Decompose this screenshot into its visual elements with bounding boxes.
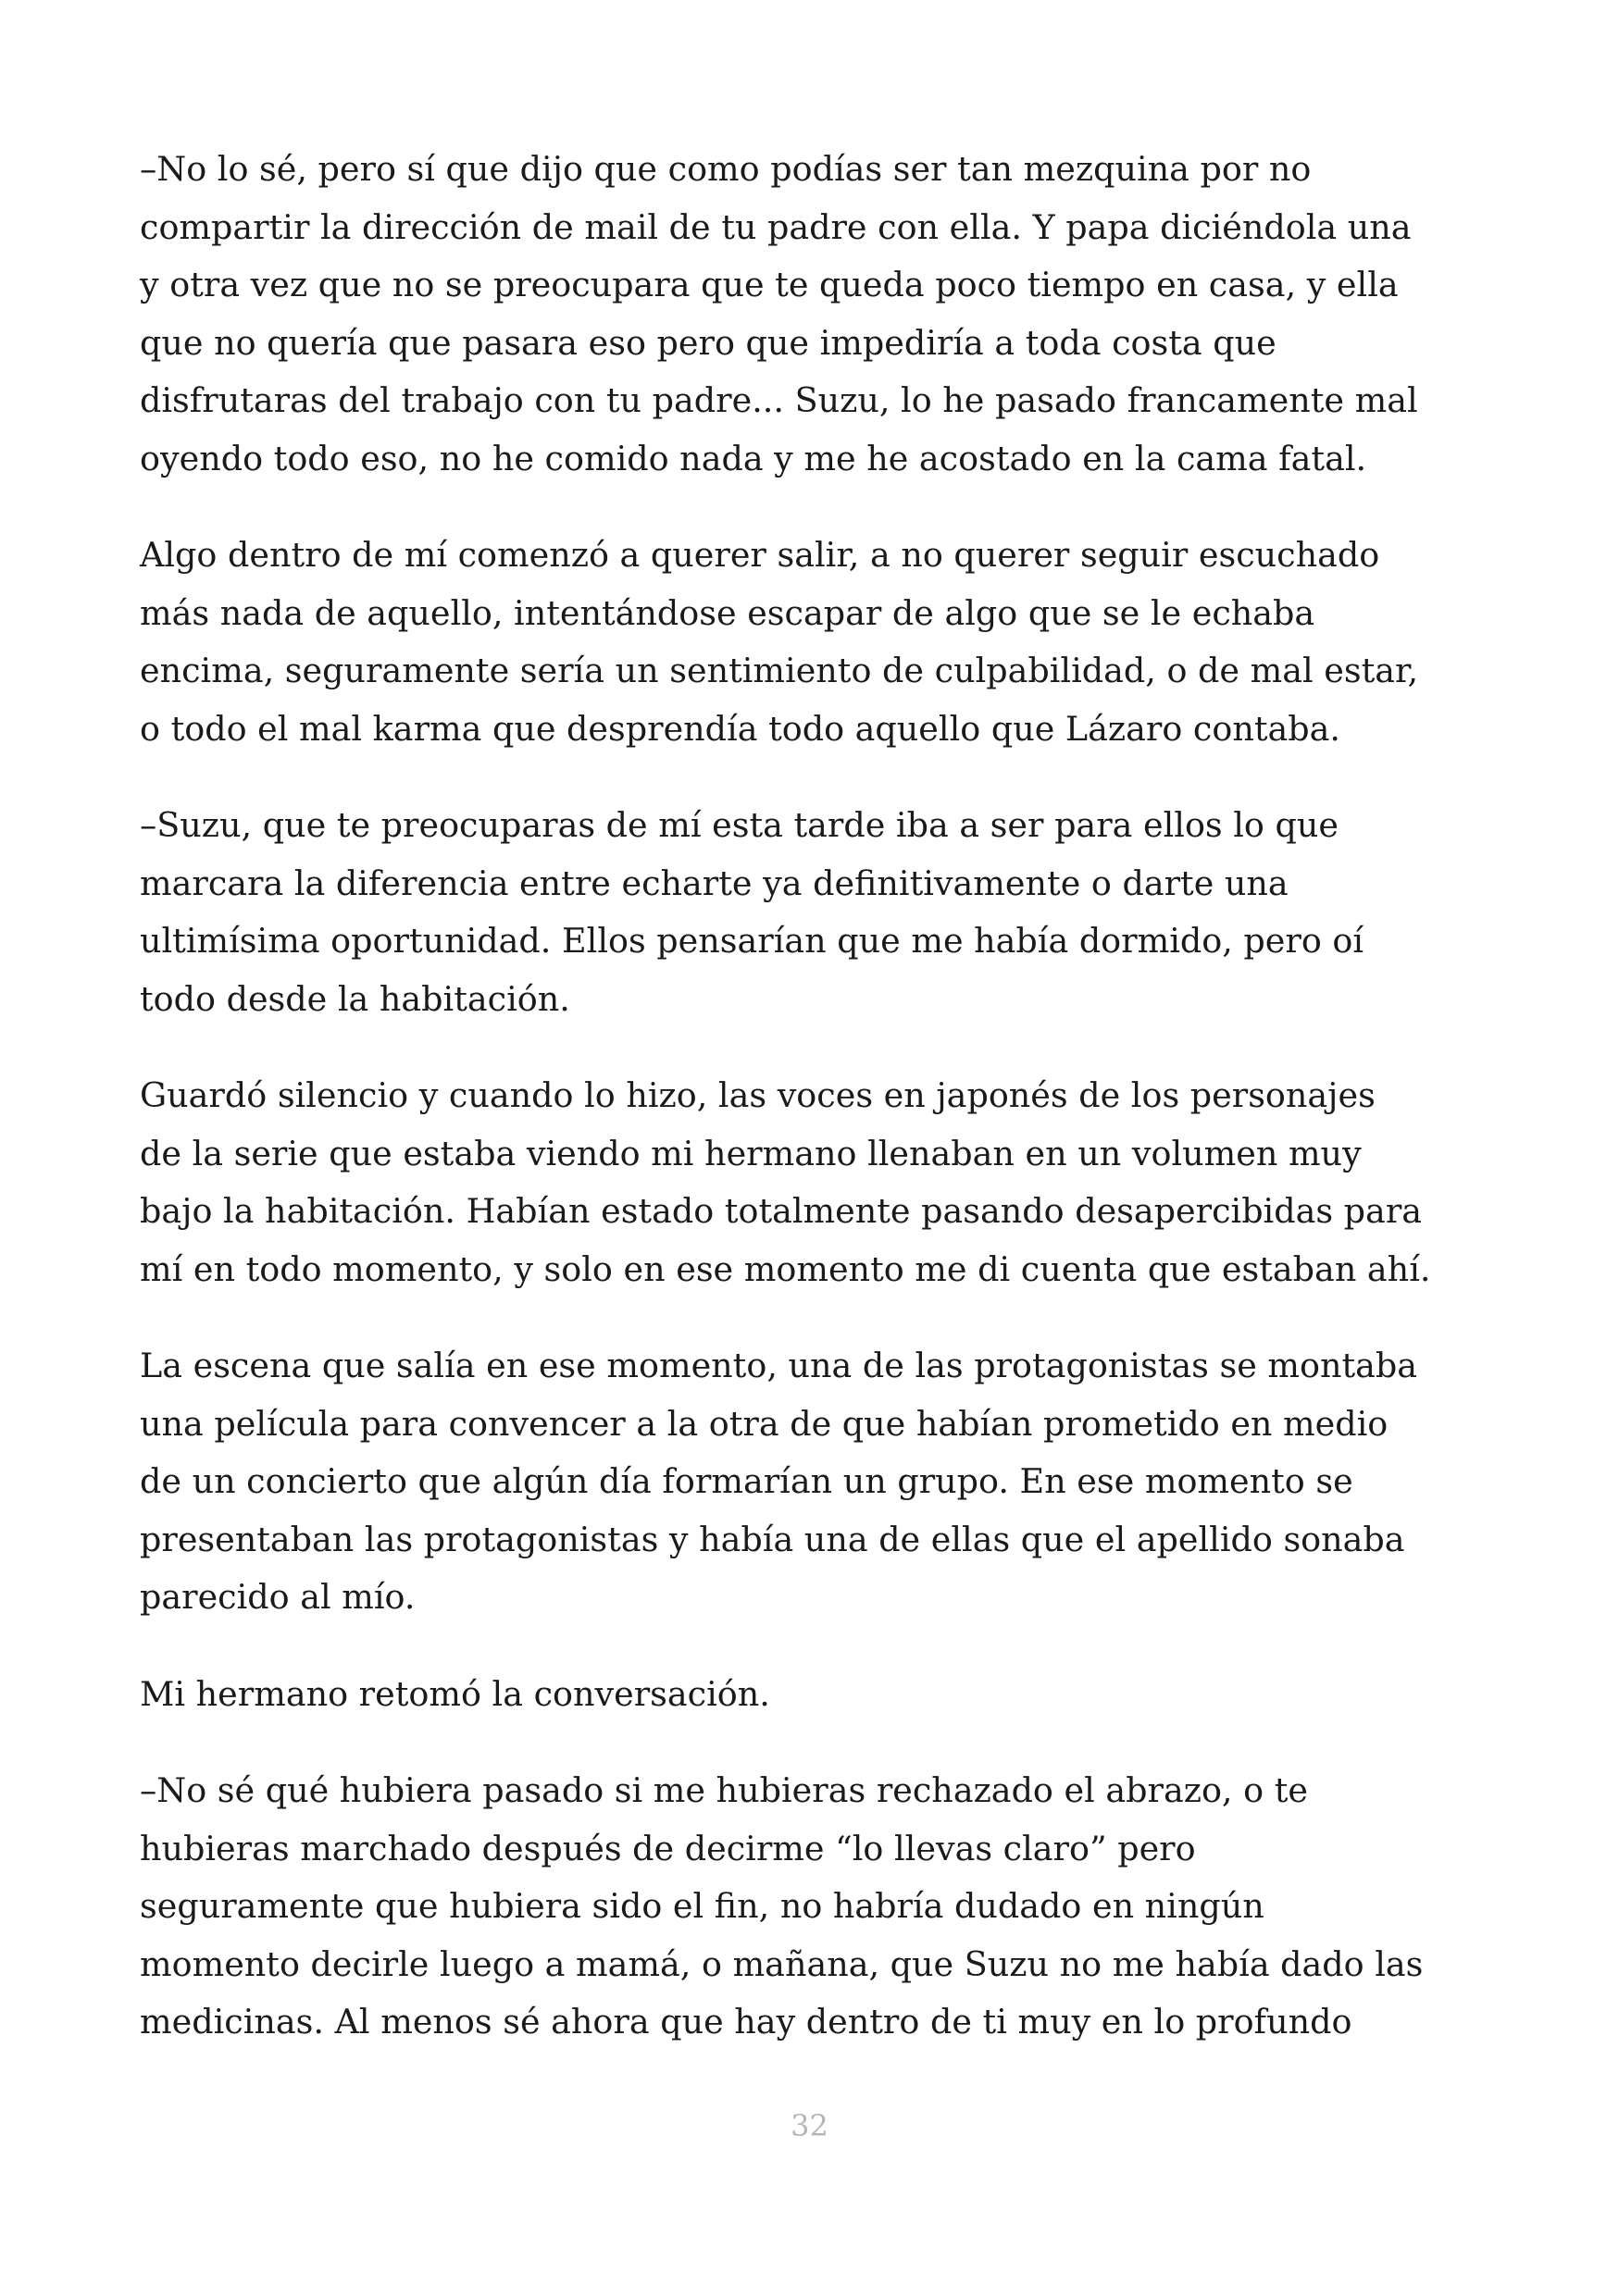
paragraph-7 xyxy=(140,1762,1501,2052)
text-line: más nada de aquello, intentándose escapar de algo que se le echaba xyxy=(140,592,1315,633)
paragraph-2 xyxy=(140,527,1501,758)
text-line: mí en todo momento, y solo en ese momento me di cuenta que estaban ahí. xyxy=(140,1248,1431,1289)
text-line: compartir la dirección de mail de tu padre con ella. Y papa diciéndola una xyxy=(140,206,1412,247)
text-line: o todo el mal karma que desprendía todo aquello que Lázaro contaba. xyxy=(140,708,1340,749)
text-line: momento decirle luego a mamá, o mañana, que Suzu no me había dado las xyxy=(140,1943,1424,1984)
text-line: encima, seguramente sería un sentimiento de culpabilidad, o de mal estar, xyxy=(140,651,1419,690)
text-line: La escena que salía en ese momento, una de las protagonistas se montaba xyxy=(140,1346,1418,1385)
text-line: una película para convencer a la otra de que habían prometido en medio xyxy=(140,1403,1389,1444)
text-line: –No sé qué hubiera pasado si me hubieras rechazado el abrazo, o te xyxy=(140,1770,1308,1810)
paragraph-6 xyxy=(140,1666,1501,1724)
paragraph-3 xyxy=(140,797,1501,1028)
text-line: hubieras marchado después de decirme “lo llevas claro” pero xyxy=(140,1828,1196,1868)
text-line: presentaban las protagonistas y había una de ellas que el apellido sonaba xyxy=(140,1519,1405,1559)
text-line: –No lo sé, pero sí que dijo que como podías ser tan mezquina por no xyxy=(140,149,1312,189)
text-line: oyendo todo eso, no he comido nada y me he acostado en la cama fatal. xyxy=(140,438,1367,478)
body-text xyxy=(140,141,1501,2091)
text-line: de la serie que estaba viendo mi hermano llenaban en un volumen muy xyxy=(140,1133,1362,1173)
text-line: Algo dentro de mí comenzó a querer salir, a no querer seguir escuchado xyxy=(140,535,1380,575)
text-line: parecido al mío. xyxy=(140,1577,416,1617)
text-line: todo desde la habitación. xyxy=(140,978,570,1019)
paragraph-4 xyxy=(140,1067,1501,1298)
text-line: bajo la habitación. Habían estado totalmente pasando desapercibidas para xyxy=(140,1191,1423,1231)
paragraph-5 xyxy=(140,1337,1501,1627)
text-line: medicinas. Al menos sé ahora que hay dentro de ti muy en lo profundo xyxy=(140,2002,1352,2042)
text-line: –Suzu, que te preocuparas de mí esta tarde iba a ser para ellos lo que xyxy=(140,805,1339,845)
text-line: Mi hermano retomó la conversación. xyxy=(140,1673,770,1714)
text-line: que no quería que pasara eso pero que impediría a toda costa que xyxy=(140,322,1277,363)
text-line: de un concierto que algún día formarían un grupo. En ese momento se xyxy=(140,1461,1353,1501)
text-line: y otra vez que no se preocupara que te queda poco tiempo en casa, y ella xyxy=(140,265,1399,304)
text-line: seguramente que hubiera sido el fin, no habría dudado en ningún xyxy=(140,1886,1264,1926)
text-line: marcara la diferencia entre echarte ya definitivamente o darte una xyxy=(140,863,1289,903)
page-number: 32 xyxy=(791,2108,828,2143)
paragraph-1 xyxy=(140,141,1501,488)
text-line: disfrutaras del trabajo con tu padre... Suzu, lo he pasado francamente mal xyxy=(140,380,1418,420)
text-line: ultimísima oportunidad. Ellos pensarían que me había dormido, pero oí xyxy=(140,921,1364,961)
text-line: Guardó silencio y cuando lo hizo, las voces en japonés de los personajes xyxy=(140,1075,1376,1115)
